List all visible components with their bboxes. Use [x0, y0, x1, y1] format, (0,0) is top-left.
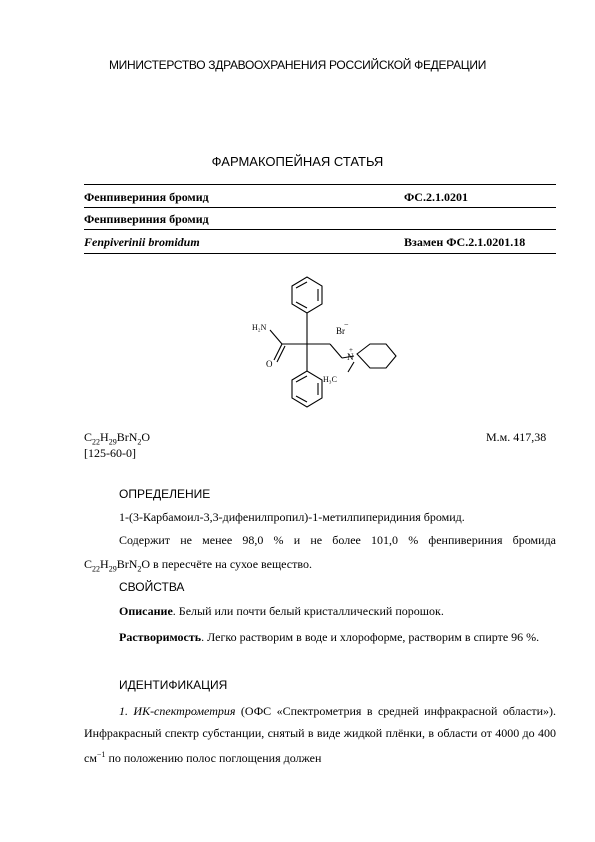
ir-label: 1. ИК-спектрометрия — [119, 704, 236, 718]
content-text-line1: Содержит не менее 98,0 % и не более 101,0 % фенпивериния бромида — [119, 533, 556, 547]
nitrogen-label: N — [347, 352, 354, 362]
ir-paragraph: 1. ИК-спектрометрия (ОФС «Спектрометрия в средней инфракрасной области»). Инфракрасный спектр субстанции, снятый в виде жидкой плёнки, в области от 4000 до 400 $см^{-1}$ по положению полос поглощения должен — [84, 704, 556, 765]
article-name-lat: Fenpiverinii bromidum — [84, 235, 200, 249]
cas-number: [125-60-0] — [84, 446, 136, 460]
article-replaces: Взамен ФС.2.1.0201.18 — [404, 235, 526, 249]
article-name-ru-2: Фенпивериния бромид — [84, 212, 209, 226]
definition-text: 1-(3-Карбамоил-3,3-дифенилпропил)-1-метилпиперидиния бромид. — [119, 510, 465, 524]
molecular-formula: $C_{22}H_{29}BrN_2O$ — [84, 430, 151, 447]
identification-heading: ИДЕНТИФИКАЦИЯ — [119, 678, 228, 692]
properties-heading: СВОЙСТВА — [119, 580, 185, 594]
oxygen-label: O — [266, 359, 273, 369]
bromide-label: Br — [336, 326, 345, 336]
description-label: Описание — [119, 604, 173, 618]
divider-2 — [84, 229, 556, 230]
nitrogen-charge: + — [349, 346, 353, 354]
amide-label: H₂N — [252, 323, 267, 332]
article-code: ФС.2.1.0201 — [404, 190, 468, 204]
divider-1 — [84, 207, 556, 208]
structural-formula — [230, 268, 410, 418]
solubility-label: Растворимость — [119, 630, 202, 644]
document-title: ФАРМАКОПЕЙНАЯ СТАТЬЯ — [211, 154, 384, 169]
methyl-label: H₃C — [323, 375, 337, 384]
molecular-weight: М.м. 417,38 — [486, 430, 547, 444]
description-paragraph: Описание. Белый или почти белый кристаллический порошок. — [119, 604, 444, 618]
content-text-line2: $C_{22}H_{29}BrN_2O$ в пересчёте на сухое вещество. — [84, 557, 312, 574]
article-name-ru: Фенпивериния бромид — [84, 190, 209, 204]
divider-bottom — [84, 253, 556, 254]
solubility-paragraph: Растворимость. Легко растворим в воде и хлороформе, растворим в спирте 96 %. — [119, 630, 540, 644]
definition-heading: ОПРЕДЕЛЕНИЕ — [119, 487, 211, 501]
divider-top — [84, 184, 556, 185]
piperidine-ring — [357, 344, 396, 368]
ministry-heading: МИНИСТЕРСТВО ЗДРАВООХРАНЕНИЯ РОССИЙСКОЙ ФЕДЕРАЦИИ — [108, 58, 487, 72]
bromide-charge: − — [344, 320, 349, 329]
